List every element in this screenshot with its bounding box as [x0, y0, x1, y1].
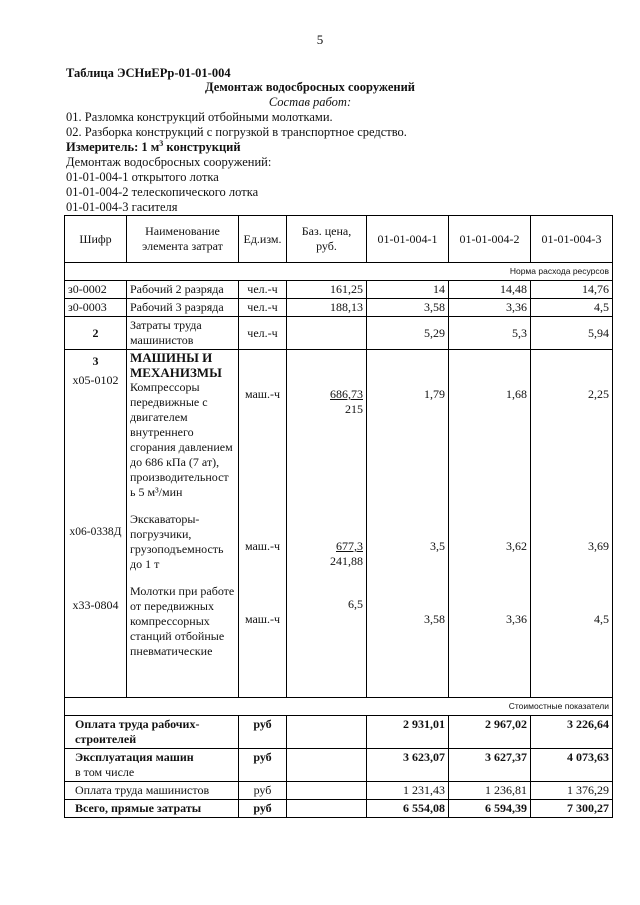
row-v3: 3,69 — [588, 539, 609, 553]
subtitle: Демонтаж водосбросных сооружений — [205, 80, 415, 94]
row-unit: чел.-ч — [239, 299, 287, 317]
row-v3: 14,76 — [531, 281, 613, 299]
table-row — [65, 317, 613, 350]
total-v3: 3 226,64 — [531, 716, 613, 749]
meter-sup: 3 — [159, 138, 164, 148]
total-name: Эксплуатация машин — [75, 750, 194, 764]
work-item-1: 01. Разломка конструкций отбойными молотками. — [66, 110, 333, 124]
machines-code-cell — [65, 350, 127, 698]
table-row — [65, 281, 613, 299]
machines-v2-cell — [449, 350, 531, 698]
row-price: 161,25 — [287, 281, 367, 299]
total-v3: 7 300,27 — [531, 800, 613, 818]
total-row — [65, 800, 613, 818]
total-v3: 4 073,63 — [531, 749, 613, 782]
total-price — [287, 800, 367, 818]
row-name: Экскаваторы-погрузчики, грузоподъемность до 1 т — [130, 512, 224, 571]
row-v3: 4,5 — [531, 299, 613, 317]
total-row — [65, 716, 613, 749]
total-v1: 3 623,07 — [367, 749, 449, 782]
total-name: Всего, прямые затраты — [65, 800, 239, 818]
row-v1: 5,29 — [367, 317, 449, 350]
row-unit: маш.-ч — [244, 612, 281, 626]
row-name: Рабочий 3 разряда — [127, 299, 239, 317]
total-v2: 2 967,02 — [449, 716, 531, 749]
total-price — [287, 782, 367, 800]
row-v1: 3,58 — [424, 612, 445, 626]
table-header-row — [65, 216, 613, 263]
row-v3: 2,25 — [588, 387, 609, 401]
row-v3: 4,5 — [594, 612, 609, 626]
row-price — [287, 317, 367, 350]
row-v3: 5,94 — [531, 317, 613, 350]
row-name: Затраты труда машинистов — [127, 317, 239, 350]
row-v2: 5,3 — [449, 317, 531, 350]
total-name: Оплата труда машинистов — [65, 782, 239, 800]
row-v2: 3,62 — [506, 539, 527, 553]
row-unit: маш.-ч — [244, 387, 281, 401]
row-code: х05-0102 — [72, 373, 119, 387]
total-v3: 1 376,29 — [531, 782, 613, 800]
section-cost: Стоимостные показатели — [65, 698, 613, 716]
row-unit: маш.-ч — [244, 539, 281, 553]
group-number: 3 — [92, 354, 99, 368]
row-code: з0-0002 — [65, 281, 127, 299]
table-row — [65, 299, 613, 317]
row-unit: чел.-ч — [239, 281, 287, 299]
description: Демонтаж водосбросных сооружений: — [66, 155, 272, 169]
total-v2: 3 627,37 — [449, 749, 531, 782]
row-price: 677,3 — [336, 539, 363, 553]
work-item-2: 02. Разборка конструкций с погрузкой в транспортное средство. — [66, 125, 407, 139]
machines-v3-cell — [531, 350, 613, 698]
total-unit: руб — [239, 782, 287, 800]
header-c1: 01-01-004-1 — [367, 216, 449, 263]
total-v1: 1 231,43 — [367, 782, 449, 800]
meter-tail: конструкций — [163, 140, 241, 154]
table-title: Таблица ЭСНиЕРр-01-01-004 — [66, 66, 231, 80]
machines-unit-cell — [239, 350, 287, 698]
header-c3: 01-01-004-3 — [531, 216, 613, 263]
total-row — [65, 782, 613, 800]
row-v2: 3,36 — [506, 612, 527, 626]
row-price: 6,5 — [348, 597, 363, 611]
machines-price-cell — [287, 350, 367, 698]
section-norm: Норма расхода ресурсов — [65, 263, 613, 281]
composition-heading: Состав работ: — [268, 95, 352, 109]
row-code: з0-0003 — [65, 299, 127, 317]
row-price: 188,13 — [287, 299, 367, 317]
machines-name-cell — [127, 350, 239, 698]
row-name: Молотки при работе от передвижных компрессорных станций отбойные пневматические — [130, 584, 235, 658]
row-v1: 3,58 — [367, 299, 449, 317]
row-price-secondary: 241,88 — [330, 554, 363, 568]
total-sub: в том числе — [75, 765, 135, 779]
header-c2: 01-01-004-2 — [449, 216, 531, 263]
row-v2: 14,48 — [449, 281, 531, 299]
row-v1: 3,5 — [430, 539, 445, 553]
meter-line — [66, 140, 241, 154]
row-name: Компрессоры передвижные с двигателем внутреннего сгорания давлением до 686 кПа (7 ат), производительност ь 5 м³/мин — [130, 380, 233, 499]
header-code: Шифр — [65, 216, 127, 263]
machines-block-row — [65, 350, 613, 698]
total-v1: 2 931,01 — [367, 716, 449, 749]
row-code: 2 — [65, 317, 127, 350]
total-unit: руб — [239, 749, 287, 782]
total-v2: 1 236,81 — [449, 782, 531, 800]
row-code: х06-0338Д — [69, 526, 122, 538]
row-code: х33-0804 — [72, 598, 119, 612]
page-number: 5 — [316, 32, 324, 47]
total-name: Оплата труда рабочих-строителей — [65, 716, 239, 749]
machines-v1-cell — [367, 350, 449, 698]
total-name-cell — [65, 749, 239, 782]
row-unit: чел.-ч — [239, 317, 287, 350]
section-cost-row — [65, 698, 613, 716]
row-v1: 14 — [367, 281, 449, 299]
row-price-secondary: 215 — [345, 402, 363, 416]
header-name: Наименование элемента затрат — [127, 216, 239, 263]
code-line-3: 01-01-004-3 гасителя — [66, 200, 178, 214]
total-price — [287, 749, 367, 782]
row-v2: 3,36 — [449, 299, 531, 317]
total-price — [287, 716, 367, 749]
resource-table — [64, 215, 613, 818]
header-price: Баз. цена, руб. — [287, 216, 367, 263]
total-unit: руб — [239, 800, 287, 818]
code-line-1: 01-01-004-1 открытого лотка — [66, 170, 219, 184]
row-v2: 1,68 — [506, 387, 527, 401]
total-v2: 6 594,39 — [449, 800, 531, 818]
group-name: МАШИНЫ И МЕХАНИЗМЫ — [130, 350, 222, 380]
header-unit: Ед.изм. — [239, 216, 287, 263]
total-row — [65, 749, 613, 782]
section-norm-row — [65, 263, 613, 281]
total-v1: 6 554,08 — [367, 800, 449, 818]
code-line-2: 01-01-004-2 телескопического лотка — [66, 185, 259, 199]
row-v1: 1,79 — [424, 387, 445, 401]
row-name: Рабочий 2 разряда — [127, 281, 239, 299]
total-unit: руб — [239, 716, 287, 749]
row-price: 686,73 — [330, 387, 363, 401]
meter-label: Измеритель: 1 м — [66, 140, 160, 154]
